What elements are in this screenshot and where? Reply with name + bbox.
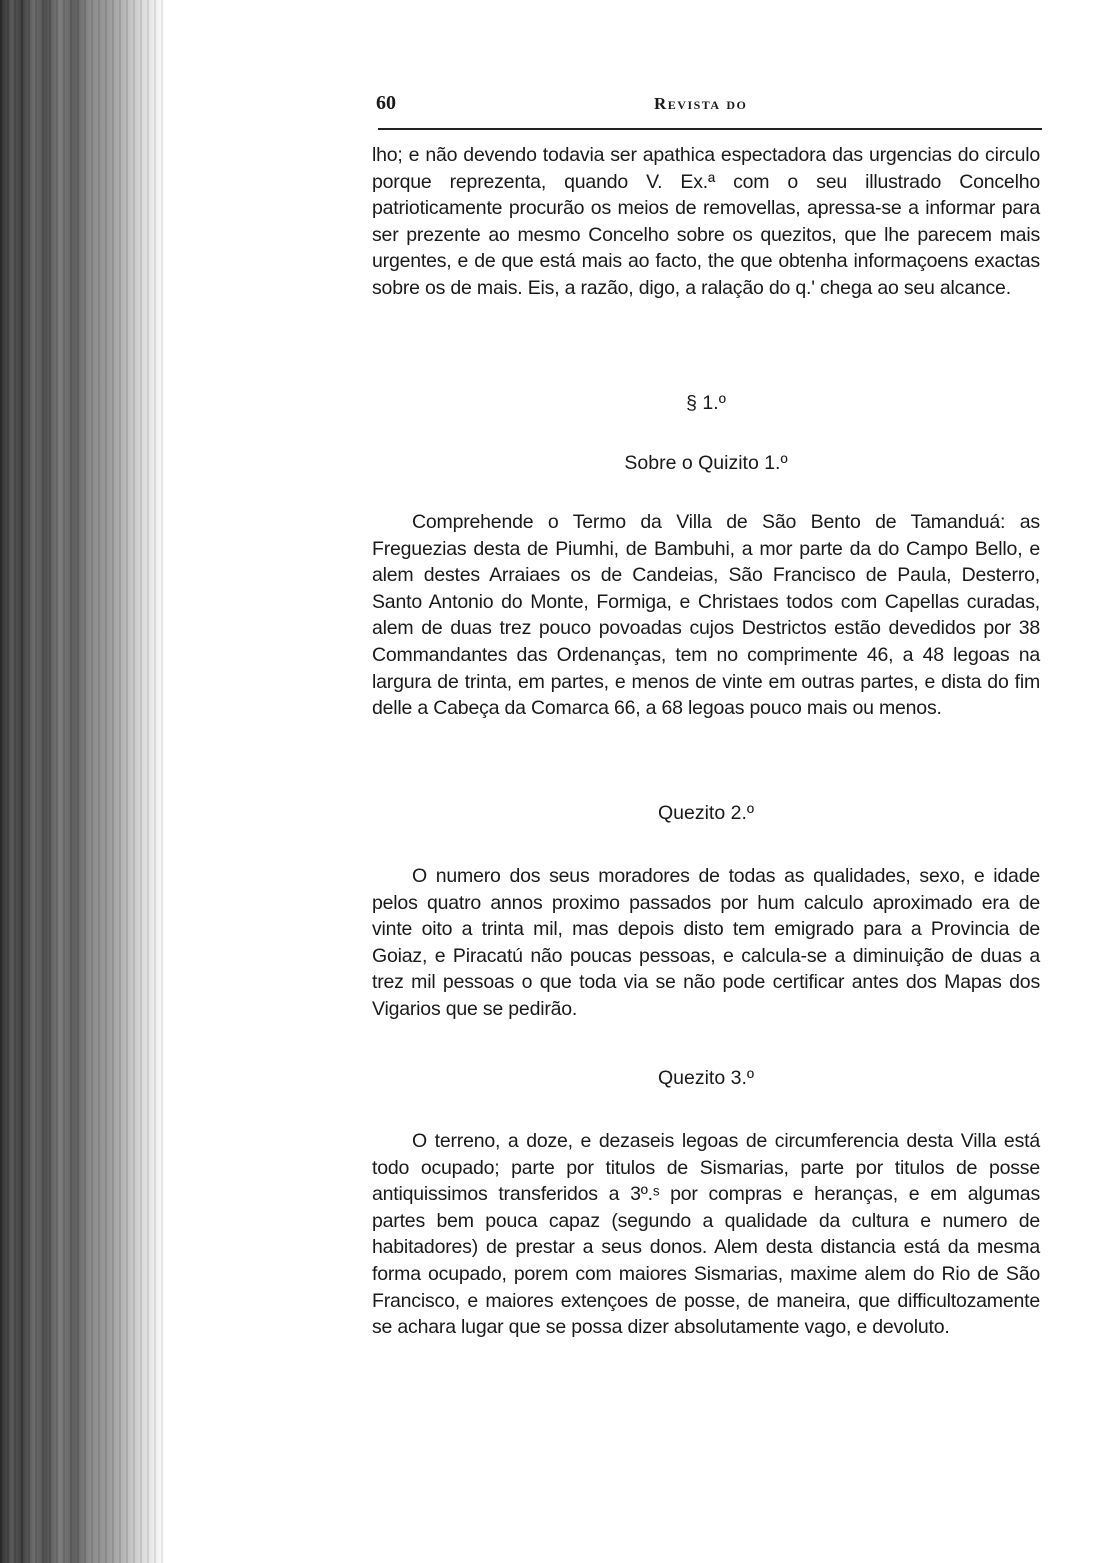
heading-quezito-2: Quezito 2.º <box>657 802 754 824</box>
paragraph-intro: lho; e não devendo todavia ser apathica espectadora das urgencias do circulo porque reprezenta, quando V. Ex.ª com o seu illustrado Concelho patrioticamente procurão os meios de removellas, apressa-se a informar para ser prezente ao mesmo Concelho sobre os quezitos, que lhe parecem mais urgentes, e de que está mais ao facto, the que obtenha informaçoens exactas sobre os de mais. Eis, a razão, digo, a ralação do q.' chega ao seu alcance. <box>372 144 1040 299</box>
running-head: Revista do <box>654 94 748 113</box>
heading-quizito-1: Sobre o Quizito 1.º <box>624 452 788 474</box>
book-gutter-streaks <box>0 0 165 1563</box>
header-rule <box>378 128 1042 130</box>
paragraph-quezito-3: O terreno, a doze, e dezaseis legoas de circumferencia desta Villa está todo ocupado; parte por titulos de Sismarias, parte por titulos de posse antiquissimos transferidos a 3º.ˢ por compras e heranças, e em algumas partes bem pouca capaz (segundo a qualidade da cultura e numero de habitadores) de prestar a seus donos. Alem desta distancia está da mesma forma ocupado, porem com maiores Sismarias, maxime alem do Rio de São Francisco, e maiores extençoes de posse, de maneira, que difficultozamente se achara lugar que se possa dizer absolutamente vago, e devoluto. <box>372 1130 1040 1339</box>
paragraph-quizito-1: Comprehende o Termo da Villa de São Bento de Tamanduá: as Freguezias desta de Piumhi, de Bambuhi, a mor parte da do Campo Bello, e alem destes Arraiaes os de Candeias, São Francisco de Paula, Desterro, Santo Antonio do Monte, Formiga, e Christaes todos com Capellas curadas, alem de duas trez pouco povoadas cujos Destrictos estão devedidos por 38 Commandantes das Ordenanças, tem no comprimente 46, a 48 legoas na largura de trinta, em partes, e menos de vinte em outras partes, e dista do fim delle a Cabeça da Comarca 66, a 68 legoas pouco mais ou menos. <box>372 511 1040 720</box>
page-header <box>376 92 1042 122</box>
heading-quezito-3: Quezito 3.º <box>657 1067 754 1089</box>
paragraph-quezito-2: O numero dos seus moradores de todas as qualidades, sexo, e idade pelos quatro annos proximo passados por hum calculo aproximado era de vinte oito a trinta mil, mas depois disto tem emigrado para a Provincia de Goiaz, e Piracatú não poucas pessoas, e calcula-se a diminuição de duas a trez mil pessoas o que toda via se não pode certificar antes dos Mapas dos Vigarios que se pedirão. <box>372 865 1040 1020</box>
page-number: 60 <box>376 92 396 114</box>
section-mark: § 1.º <box>686 392 726 414</box>
